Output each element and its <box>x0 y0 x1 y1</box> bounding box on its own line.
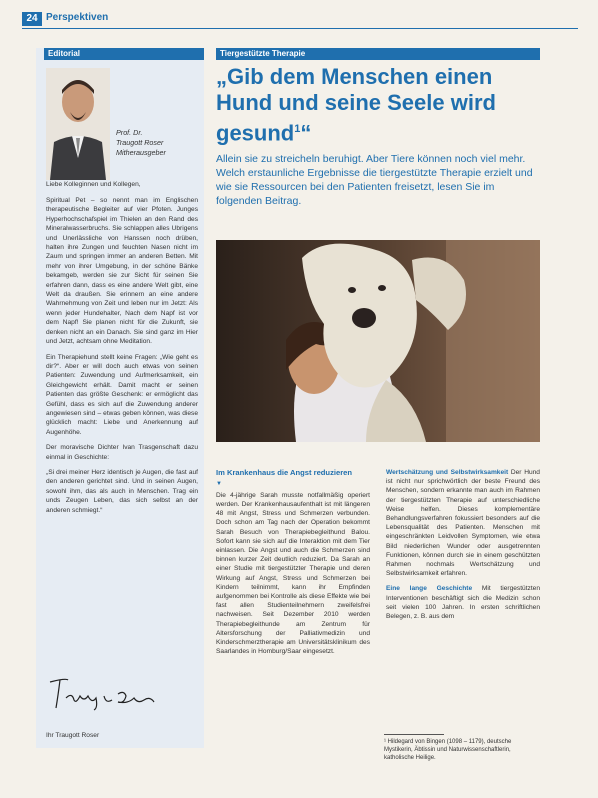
author-portrait-image <box>46 68 110 180</box>
column-2-paragraph <box>386 468 540 578</box>
article-lead: Allein sie zu streicheln beruhigt. Aber Tiere können noch viel mehr. Welch erstaunliche Ergebnisse die tiergestützte Therapie erzielt und wie sie Ressourcen bei den Patienten freisetzt, lesen Sie im folgenden Beitrag. <box>216 153 533 207</box>
author-portrait <box>46 68 110 180</box>
article-headline <box>216 64 546 146</box>
editorial-poem: „Si drei meiner Herz identisch je Augen, die fast auf den anderen gerichtet sind. Und in seinen Augen, sowohl ihm, das als auch in Menschen. Trag ein unds Zeugen Leben, das sich selbst an der anderen schmiegt.“ <box>46 468 198 514</box>
article-photo <box>216 240 540 442</box>
column-2-subheading: Eine lange Geschichte <box>386 585 473 593</box>
column-1-text: Die 4-jährige Sarah musste notfallmäßig operiert werden. Der Krankenhausaufenthalt ist mit längeren 48 mit Angst, Stress und Schmerzen verbunden. Doch schon am Tag nach der Operation bekommt Sarah Besuch von Therapiebegleithund Balou. Sofort kann sie sich auf die Interaktion mit dem Tier einlassen. Die Angst und auch die Schmerzen sind binnen kurzer Zeit deutlich reduziert. Da Sarah an einer Studie mit tiergestützter Therapie und deren Wirkung auf Angst, Stress und Schmerzen bei Kindern teilnimmt, kann ihr Empfinden aufgenommen bei Kontrolle als diese Effekte wie bei fast allen Studienteilnehmern zweifelsfrei nachweisen. Seit Dezember 2010 werden Therapiebegleithunde am Zentrum für Altersforschung der Palliativmedizin und Kinderschmerztherapie am Universitätsklinikum des Saarlandes in Homburg/Saar eingesetzt. <box>216 491 370 656</box>
article-column-1 <box>216 468 370 662</box>
page-number: 24 <box>22 12 42 26</box>
editorial-paragraph: Ein Therapiehund stellt keine Fragen: „Wie geht es dir?“. Aber er will doch auch etwas von seinen Patienten: Zuwendung und Aufmerksamkeit, ein Gleichgewicht erhält. Damit macht er seinen Patienten das größte Geschenk: er ermöglicht das Gefühl, dass es sich auf die Zuwendung anderer angewiesen sind – etwas geben können, was diese glücklich macht: Liebe und Anerkennung auf Augenhöhe. <box>46 353 198 436</box>
column-2-paragraph-2 <box>386 584 540 621</box>
header-rule <box>22 28 578 29</box>
headline-footnote-ref: 1 <box>294 123 301 135</box>
column-2-text-2: Mit tiergestützten Interventionen beschäftigt sich die Medizin schon seit vielen 100 Jahren. In ersten schriftlichen Belegen, z. B. aus dem <box>386 585 540 621</box>
author-name: Traugott Roser <box>116 138 164 147</box>
editorial-sidebar <box>36 48 204 748</box>
page-header <box>0 8 598 30</box>
triangle-down-icon: ▼ <box>216 480 222 487</box>
column-1-heading: Im Krankenhaus die Angst reduzieren <box>216 468 353 477</box>
headline-text: „Gib dem Menschen einen Hund und seine Seele wird gesund <box>216 64 496 146</box>
author-title: Prof. Dr. <box>116 128 143 137</box>
column-2-text: Der Hund ist nicht nur sprichwörtlich der beste Freund des Menschen, sondern erkannte man auch im Rahmen der tiergestützten Therapie auf unterschiedliche Weise helfen. Dieses komplementäre Behandlungsverfahren fokussiert besonders auf die Lebensqualität des Patienten. Menschen mit eingeschränkten Leidvollen Symptomen, wie etwa Bild niederlichen Wunder oder ausgetrennten Funktionen, können durch sie in einem geschützten Rahmen nochmals Wertschätzung und Selbstwirksamkeit erfahren. <box>386 469 540 578</box>
editorial-paragraph: Liebe Kolleginnen und Kollegen, <box>46 181 141 188</box>
headline-close-quote: “ <box>300 120 312 146</box>
author-credit <box>116 128 166 158</box>
editorial-paragraph: Der moravische Dichter Ivan Trasgenschaft dazu einmal in Geschichte: <box>46 444 198 461</box>
footnote-rule <box>384 734 444 735</box>
article-kicker: Tiergestützte Therapie <box>216 48 540 60</box>
handwritten-signature <box>46 674 196 714</box>
author-role: Mitherausgeber <box>116 148 166 157</box>
editorial-paragraph: Spiritual Pet – so nennt man im Englischen therapeutische Begleiter auf vier Pfoten. Junges Hyperhochschafspiel im Thielen an den Rand des Mineralwasserbruchs. Sie schlappen alles Ubrigens und Unerlässliche von Hanssen noch drüben, halten ihre Zungen und feuchten Nasen nicht im Zaum und springen immer an anderen Betten. Mit mehr von ihrer Umgebung, in der schöne Bänke bekamgeb, werden sie zur Sicht für seinen Sie erfahren dann, dass es eine andere Welt gibt, eine Welt da draußen. Sie erinnern an eine andere Wahrnehmung von Zeit und leben nur im Jetzt: Als wenn jeder Hundehalter, Nach dem Napf ist vor dem Napf! Sie planen nicht für die Zukunft, sie denken nicht an ein Danach. Sie sind ganz im Hier und Jetzt, achtsam ohne Meditation. <box>46 197 198 346</box>
section-name: Perspektiven <box>46 12 109 23</box>
article-column-2 <box>386 468 540 627</box>
editorial-greeting <box>46 180 198 195</box>
signature-name: Ihr Traugott Roser <box>46 732 100 739</box>
footnote: ¹ Hildegard von Bingen (1098 – 1179), deutsche Mystikerin, Äbtissin und Naturwissenschaftlerin, katholische Heilige. <box>384 739 512 761</box>
child-with-dog-photo <box>216 240 540 442</box>
column-2-heading: Wertschätzung und Selbstwirksamkeit <box>386 469 509 476</box>
editorial-label: Editorial <box>44 48 204 60</box>
editorial-body <box>46 196 198 521</box>
